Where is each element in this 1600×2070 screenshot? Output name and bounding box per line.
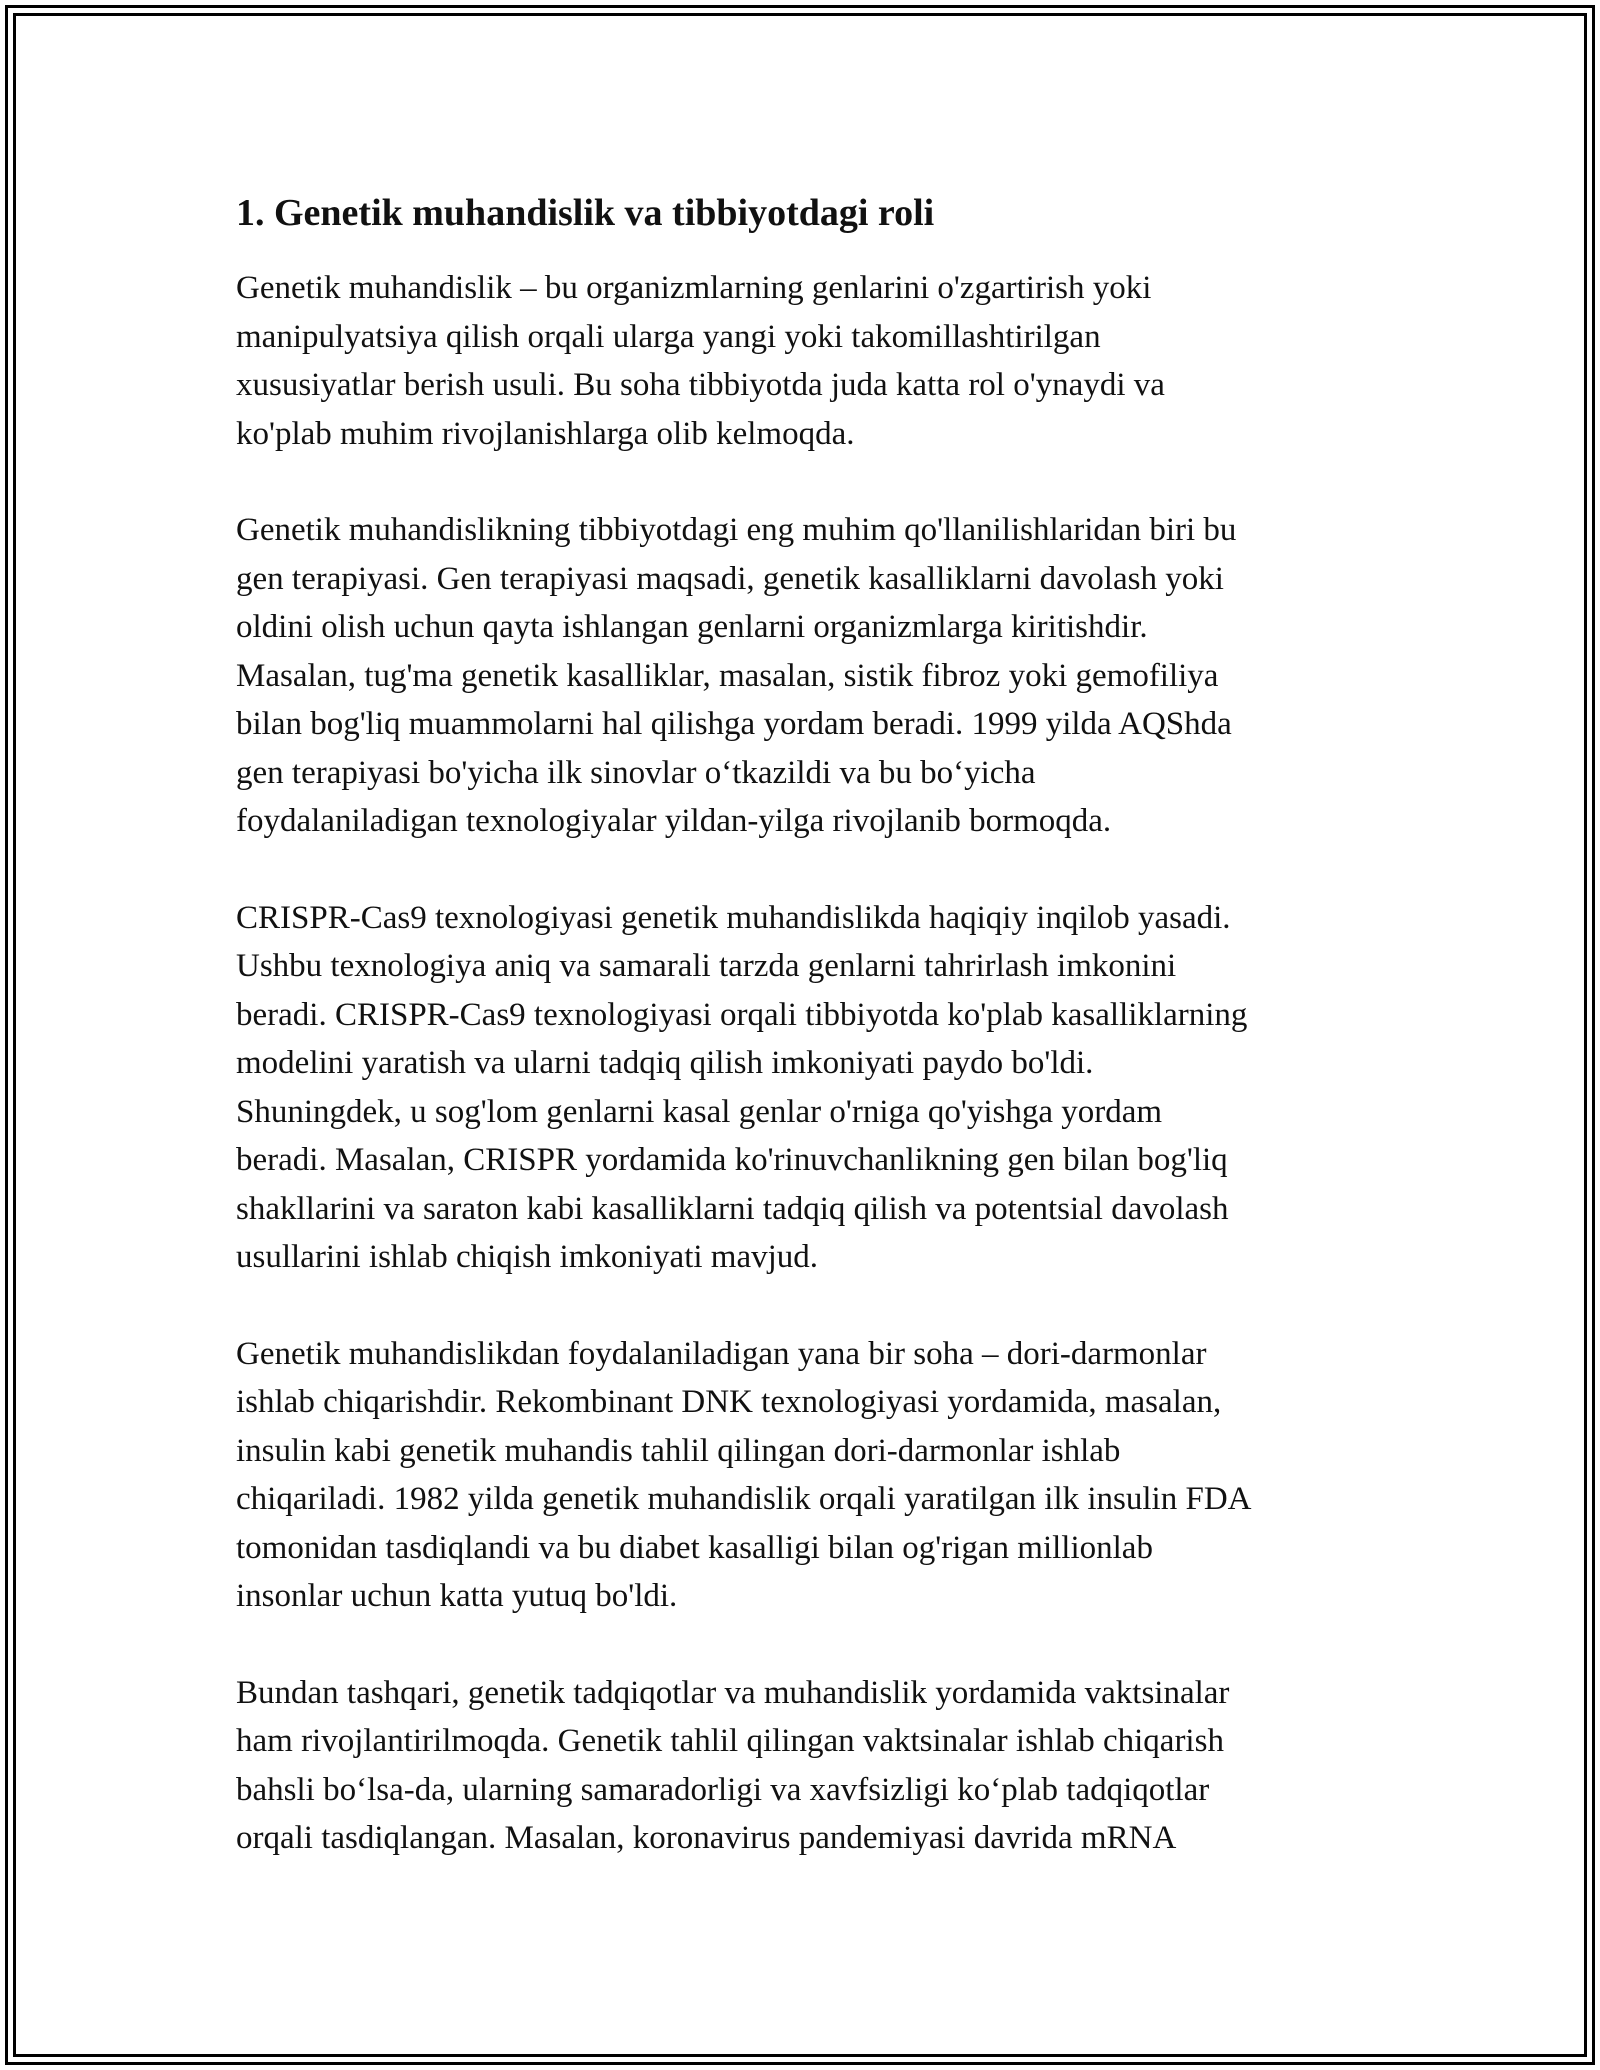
paragraph-medicines bbox=[236, 1330, 1386, 1621]
text-line: beradi. CRISPR-Cas9 texnologiyasi orqali tibbiyotda ko'plab kasalliklarning bbox=[236, 996, 1248, 1033]
text-line: Shuningdek, u sog'lom genlarni kasal genlar o'rniga qo'yishga yordam bbox=[236, 1093, 1163, 1130]
text-line: ham rivojlantirilmoqda. Genetik tahlil qilingan vaktsinalar ishlab chiqarish bbox=[236, 1723, 1224, 1759]
text-line: bahsli bo‘lsa-da, ularning samaradorligi va xavfsizligi ko‘plab tadqiqotlar bbox=[236, 1771, 1210, 1808]
text-line: insulin kabi genetik muhandis tahlil qilingan dori-darmonlar ishlab bbox=[236, 1432, 1121, 1469]
text-line: ko'plab muhim rivojlanishlarga olib kelmoqda. bbox=[236, 415, 855, 452]
text-line: orqali tasdiqlangan. Masalan, koronavirus pandemiyasi davrida mRNA bbox=[236, 1820, 1177, 1856]
text-line: Genetik muhandislikdan foydalaniladigan yana bir soha – dori-darmonlar bbox=[236, 1335, 1207, 1372]
text-line: tomonidan tasdiqlandi va bu diabet kasalligi bilan og'rigan millionlab bbox=[236, 1529, 1153, 1566]
text-line: Masalan, tug'ma genetik kasalliklar, masalan, sistik fibroz yoki gemofiliya bbox=[236, 657, 1219, 694]
text-line: foydalaniladigan texnologiyalar yildan-yilga rivojlanib bormoqda. bbox=[236, 803, 1112, 839]
text-line: gen terapiyasi. Gen terapiyasi maqsadi, genetik kasalliklarni davolash yoki bbox=[236, 560, 1224, 597]
text-line: insonlar uchun katta yutuq bo'ldi. bbox=[236, 1578, 678, 1614]
paragraph-vaccines bbox=[236, 1669, 1386, 1863]
text-line: beradi. Masalan, CRISPR yordamida ko'rinuvchanlikning gen bilan bog'liq bbox=[236, 1142, 1228, 1178]
text-line: xususiyatlar berish usuli. Bu soha tibbiyotda juda katta rol o'ynaydi va bbox=[236, 367, 1165, 403]
document-title: 1. Genetik muhandislik va tibbiyotdagi roli bbox=[236, 192, 935, 234]
text-line: chiqariladi. 1982 yilda genetik muhandislik orqali yaratilgan ilk insulin FDA bbox=[236, 1481, 1252, 1517]
text-line: ishlab chiqarishdir. Rekombinant DNK texnologiyasi yordamida, masalan, bbox=[236, 1384, 1222, 1420]
text-line: Genetik muhandislikning tibbiyotdagi eng muhim qo'llanilishlaridan biri bu bbox=[236, 512, 1237, 548]
text-line: usullarini ishlab chiqish imkoniyati mavjud. bbox=[236, 1239, 819, 1275]
paragraph-crispr bbox=[236, 894, 1386, 1282]
text-line: bilan bog'liq muammolarni hal qilishga yordam beradi. 1999 yilda AQShda bbox=[236, 706, 1232, 742]
text-line: oldini olish uchun qayta ishlangan genlarni organizmlarga kiritishdir. bbox=[236, 609, 1148, 645]
text-line: Genetik muhandislik – bu organizmlarning genlarini o'zgartirish yoki bbox=[236, 270, 1152, 306]
text-line: shakllarini va saraton kabi kasalliklarni tadqiq qilish va potentsial davolash bbox=[236, 1190, 1229, 1227]
text-line: manipulyatsiya qilish orqali ularga yangi yoki takomillashtirilgan bbox=[236, 318, 1101, 355]
paragraph-definition bbox=[236, 264, 1386, 458]
paragraph-gene-therapy bbox=[236, 506, 1386, 846]
text-line: gen terapiyasi bo'yicha ilk sinovlar o‘tkazildi va bu bo‘yicha bbox=[236, 754, 1036, 791]
text-line: modelini yaratish va ularni tadqiq qilish imkoniyati paydo bo'ldi. bbox=[236, 1045, 1094, 1081]
text-line: CRISPR-Cas9 texnologiyasi genetik muhandislikda haqiqiy inqilob yasadi. bbox=[236, 899, 1231, 936]
document-body bbox=[236, 186, 1386, 1863]
text-line: Bundan tashqari, genetik tadqiqotlar va muhandislik yordamida vaktsinalar bbox=[236, 1674, 1230, 1711]
text-line: Ushbu texnologiya aniq va samarali tarzda genlarni tahrirlash imkonini bbox=[236, 948, 1177, 984]
